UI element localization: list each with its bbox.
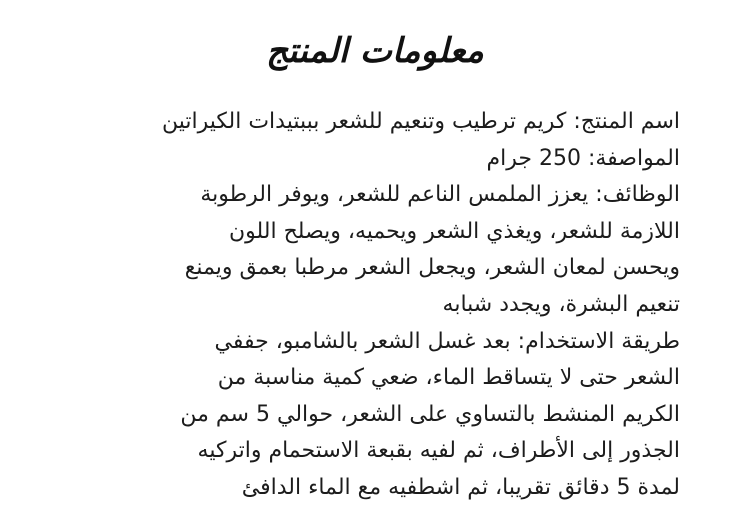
usage-line: لمدة 5 دقائق تقريبا، ثم اشطفيه مع الماء الدافئ — [241, 474, 680, 500]
product-name-line: اسم المنتج: كريم ترطيب وتنعيم للشعر بببتيدات الكيراتين — [161, 109, 680, 134]
functions-line: اللازمة للشعر، ويغذي الشعر ويحميه، ويصلح اللون — [228, 218, 680, 244]
product-name-paragraph — [56, 104, 680, 141]
specification-paragraph — [56, 141, 680, 178]
usage-line: طريقة الاستخدام: بعد غسل الشعر بالشامبو، جففي — [214, 328, 680, 354]
usage-paragraph — [56, 324, 680, 507]
usage-line: الجذور إلى الأطراف، ثم لفيه بقبعة الاستحمام واتركيه — [197, 438, 680, 464]
functions-line: الوظائف: يعزز الملمس الناعم للشعر، ويوفر الرطوبة — [200, 182, 680, 208]
page-title: معلومات المنتج — [266, 31, 484, 71]
usage-line: الشعر حتى لا يتساقط الماء، ضعي كمية مناسبة من — [217, 365, 680, 391]
product-details — [56, 104, 680, 507]
usage-line: الكريم المنشط بالتساوي على الشعر، حوالي 5 سم من — [180, 401, 680, 427]
specification-line: المواصفة: 250 جرام — [486, 145, 680, 171]
functions-line: تنعيم البشرة، ويجدد شبابه — [442, 291, 680, 317]
functions-line: ويحسن لمعان الشعر، ويجعل الشعر مرطبا بعمق ويمنع — [184, 255, 680, 281]
functions-paragraph — [56, 177, 680, 323]
